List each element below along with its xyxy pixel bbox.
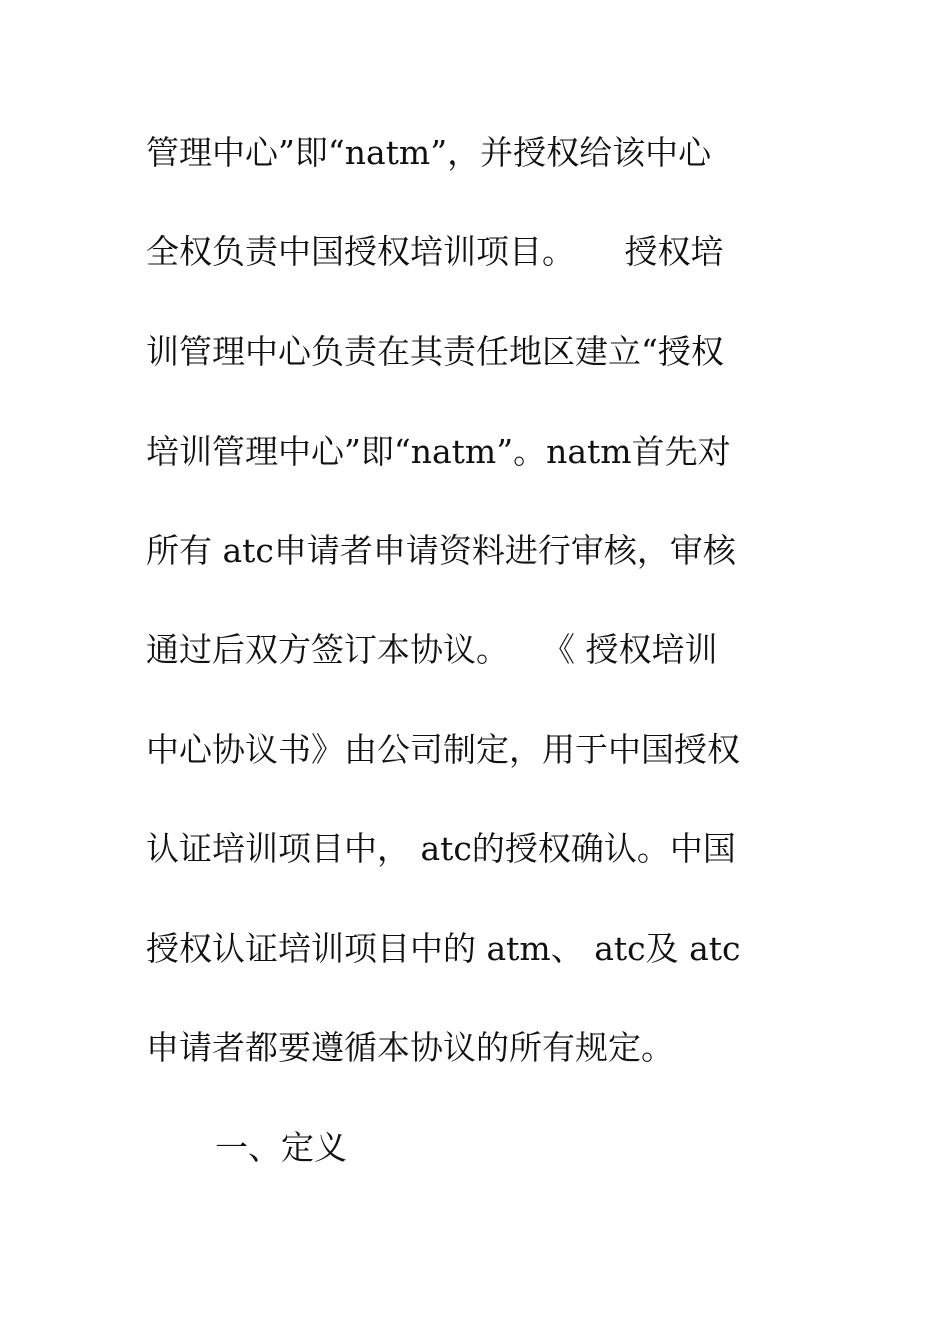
- paragraph-line-2: 全权负责中国授权培训项目。 授权培: [146, 232, 724, 271]
- paragraph-line-4: 培训管理中心”即“natm”。natm首先对: [146, 432, 731, 471]
- paragraph-line-9: 授权认证培训项目中的 atm、 atc及 atc: [146, 929, 741, 968]
- paragraph-line-1: 管理中心”即“natm”，并授权给该中心: [146, 133, 712, 172]
- section-heading: 一、定义: [215, 1128, 347, 1167]
- paragraph-line-3: 训管理中心负责在其责任地区建立“授权: [146, 332, 724, 371]
- paragraph-line-6: 通过后双方签订本协议。 《 授权培训: [146, 630, 718, 669]
- paragraph-line-10: 申请者都要遵循本协议的所有规定。: [146, 1028, 674, 1067]
- paragraph-line-7: 中心协议书》由公司制定，用于中国授权: [146, 730, 740, 769]
- paragraph-line-5: 所有 atc申请者申请资料进行审核，审核: [146, 531, 736, 570]
- paragraph-line-8: 认证培训项目中， atc的授权确认。中国: [146, 829, 736, 868]
